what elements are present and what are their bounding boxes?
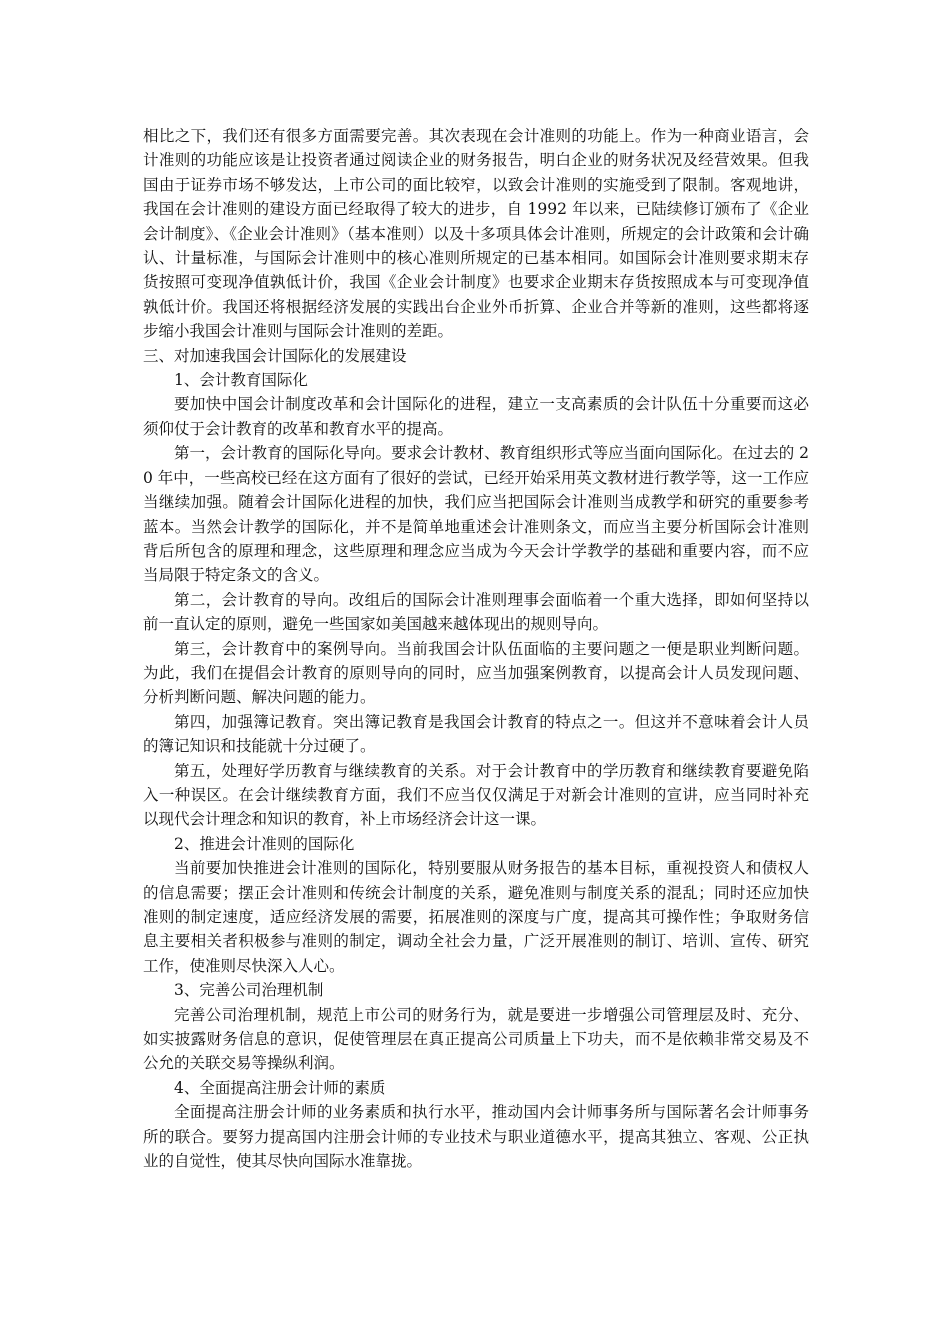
subsection-1-paragraph: 第一，会计教育的国际化导向。要求会计教材、教育组织形式等应当面向国际化。在过去的 20 年中，一些高校已经在这方面有了很好的尝试，已经开始采用英文教材进行教学等，这一工作应当继续加强。随着会计国际化进程的加快，我们应当把国际会计准则当成教学和研究的重要参考蓝本。当然会计教学的国际化，并不是简单地重述会计准则条文，而应当主要分析国际会计准则背后所包含的原理和理念，这些原理和理念应当成为今天会计学教学的基础和重要内容，而不应当局限于特定条文的含义。 <box>143 444 809 585</box>
section-three-heading: 三、对加速我国会计国际化的发展建设 <box>143 346 407 365</box>
subsection-1-paragraph: 第五，处理好学历教育与继续教育的关系。对于会计教育中的学历教育和继续教育要避免陷入一种误区。在会计继续教育方面，我们不应当仅仅满足于对新会计准则的宣讲，应当同时补充以现代会计理念和知识的教育，补上市场经济会计这一课。 <box>143 761 809 829</box>
subsection-2-paragraph: 当前要加快推进会计准则的国际化，特别要服从财务报告的基本目标，重视投资人和债权人的信息需要；摆正会计准则和传统会计制度的关系，避免准则与制度关系的混乱；同时还应加快准则的制定速度，适应经济发展的需要，拓展准则的深度与广度，提高其可操作性；争取财务信息主要相关者积极参与准则的制定，调动全社会力量，广泛开展准则的制订、培训、宣传、研究工作，使准则尽快深入人心。 <box>143 859 809 975</box>
subsection-1-paragraph: 第二，会计教育的导向。改组后的国际会计准则理事会面临着一个重大选择，即如何坚持以前一直认定的原则，避免一些国家如美国越来越体现出的规则导向。 <box>143 590 809 634</box>
subsection-3-paragraph: 完善公司治理机制，规范上市公司的财务行为，就是要进一步增强公司管理层及时、充分、如实披露财务信息的意识，促使管理层在真正提高公司质量上下功夫，而不是依赖非常交易及不公允的关联交易等操纵利润。 <box>143 1005 809 1073</box>
subsection-4-heading: 4、全面提高注册会计师的素质 <box>174 1078 386 1097</box>
subsection-1-paragraph: 第四，加强簿记教育。突出簿记教育是我国会计教育的特点之一。但这并不意味着会计人员的簿记知识和技能就十分过硬了。 <box>143 712 809 756</box>
subsection-1-paragraph: 要加快中国会计制度改革和会计国际化的进程，建立一支高素质的会计队伍十分重要而这必须仰仗于会计教育的改革和教育水平的提高。 <box>143 395 809 438</box>
document-page <box>143 124 809 1173</box>
subsection-1-paragraph: 第三，会计教育中的案例导向。当前我国会计队伍面临的主要问题之一便是职业判断问题。为此，我们在提倡会计教育的原则导向的同时，应当加强案例教育，以提高会计人员发现问题、分析判断问题、解决问题的能力。 <box>143 639 809 707</box>
subsection-1-heading: 1、会计教育国际化 <box>174 371 308 390</box>
subsection-3-heading: 3、完善公司治理机制 <box>174 981 324 1000</box>
intro-paragraph: 相比之下，我们还有很多方面需要完善。其次表现在会计准则的功能上。作为一种商业语言，会计准则的功能应该是让投资者通过阅读企业的财务报告，明白企业的财务状况及经营效果。但我国由于证券市场不够发达，上市公司的面比较窄，以致会计准则的实施受到了限制。客观地讲，我国在会计准则的建设方面已经取得了较大的进步，自 1992 年以来，已陆续修订颁布了《企业会计制度》、《企业会计准则》（基本准则）以及十多项具体会计准则，所规定的会计政策和会计确认、计量标准，与国际会计准则中的核心准则所规定的已基本相同。如国际会计准则要求期末存货按照可变现净值孰低计价，我国《企业会计制度》也要求企业期末存货按照成本与可变现净值孰低计价。我国还将根据经济发展的实践出台企业外币折算、企业合并等新的准则，这些都将逐步缩小我国会计准则与国际会计准则的差距。 <box>143 127 809 341</box>
subsection-2-heading: 2、推进会计准则的国际化 <box>174 834 355 853</box>
subsection-4-paragraph: 全面提高注册会计师的业务素质和执行水平，推动国内会计师事务所与国际著名会计师事务所的联合。要努力提高国内注册会计师的专业技术与职业道德水平，提高其独立、客观、公正执业的自觉性，使其尽快向国际水准靠拢。 <box>143 1103 809 1171</box>
